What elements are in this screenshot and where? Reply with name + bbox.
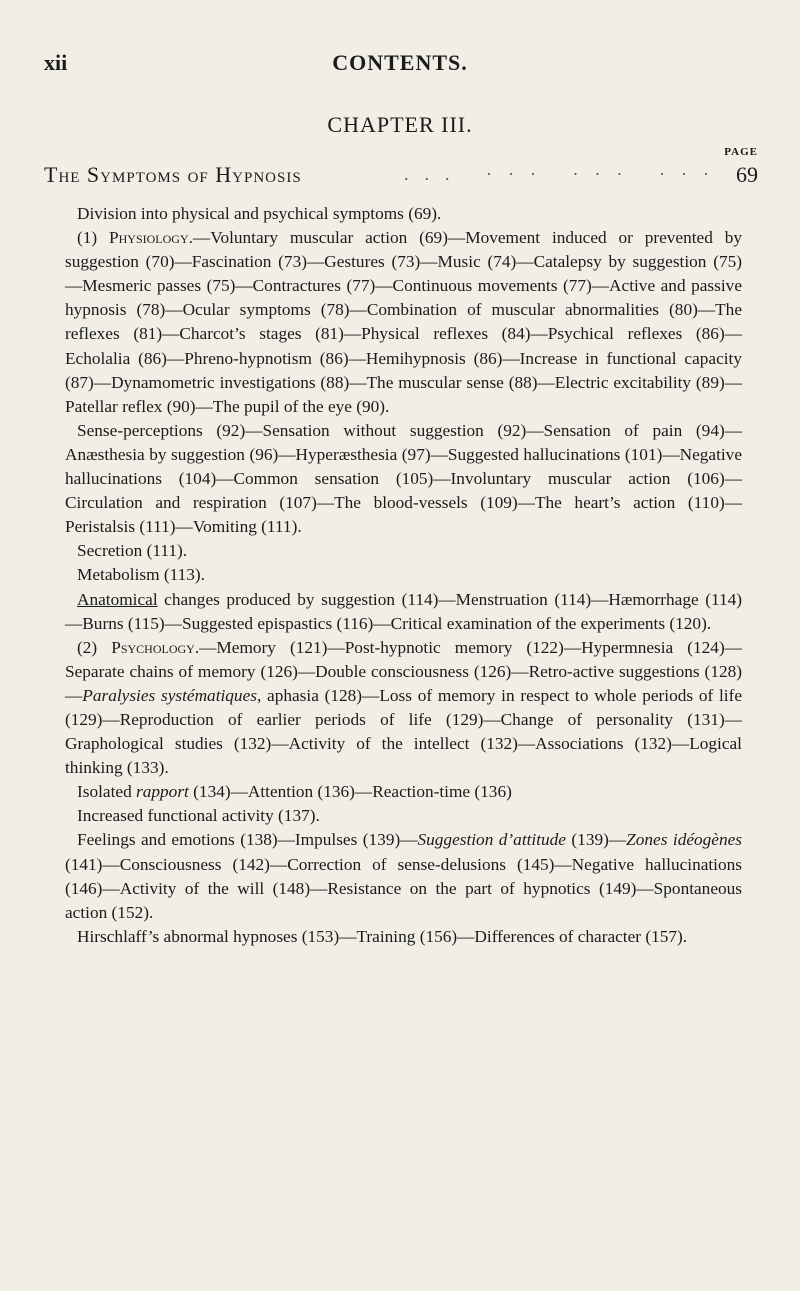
- leader-dots: ... ··· ··· ···: [404, 164, 725, 184]
- contents-paragraph: [65, 925, 742, 949]
- paragraph-text: Isolated: [77, 782, 137, 802]
- italic-text: Zones idéogènes: [626, 830, 742, 850]
- paragraph-text: Increased functional activity (137).: [77, 806, 320, 826]
- paragraph-text: Sense-perceptions (92)—Sensation without suggestion (92)—Sensation of pain (94)—Anæsthesia by suggestion (96)—Hyperæsthesia (97)—Suggested hallucinations (101)—Negative hallucinations (104)—Common sensation (105)—Involuntary muscular action (106)—Circulation and respiration (107)—The blood-vessels (109)—The heart’s action (110)—Peristalsis (111)—Vomiting (111).: [65, 420, 742, 537]
- paragraph-text: changes produced by suggestion (114)—Menstruation (114)—Hæmorrhage (114)—Burns (115)—Suggested epispastics (116)—Critical examination of the experiments (120).: [65, 589, 742, 633]
- contents-paragraph: [65, 804, 742, 828]
- paragraph-text: Secretion (111).: [77, 541, 188, 561]
- contents-paragraph: [65, 636, 742, 781]
- page-folio: xii: [44, 50, 68, 75]
- contents-body: [65, 202, 742, 949]
- contents-paragraph: [65, 226, 742, 419]
- paragraph-text: (134)—Attention (136)—Reaction-time (136): [188, 782, 512, 802]
- italic-text: Paralysies systématiques: [82, 685, 257, 705]
- paragraph-text: Metabolism (113).: [77, 565, 205, 585]
- contents-paragraph: [65, 563, 742, 587]
- paragraph-text: .—Voluntary muscular action (69)—Movement induced or prevented by suggestion (70)—Fascination (73)—Gestures (73)—Music (74)—Catalepsy by suggestion (75)—Mesmeric passes (75)—Contractures (77)—Continuous movements (77)—Active and passive hypnosis (78)—Ocular symptoms (78)—Combination of muscular abnormalities (80)—The reflexes (81)—Charcot’s stages (81)—Physical reflexes (84)—Psychical reflexes (86)—Echolalia (86)—Phreno-hypnotism (86)—Hemihypnosis (86)—Increase in functional capacity (87)—Dynamometric investigations (88)—The muscular sense (88)—Electric excitability (89)—Patellar reflex (90)—The pupil of the eye (90).: [65, 228, 742, 416]
- running-title: CONTENTS.: [332, 50, 468, 75]
- italic-text: rapport: [136, 782, 189, 802]
- paragraph-text: Feelings and emotions (138)—Impulses (139)—: [77, 830, 418, 850]
- italic-text: Suggestion d’attitude: [417, 830, 566, 850]
- section-title: The Symptoms of Hypnosis: [44, 162, 302, 187]
- paragraph-text: (139)—: [565, 830, 627, 850]
- contents-paragraph: [65, 539, 742, 563]
- underlined-text: Anatomical: [77, 589, 158, 609]
- section-page-number: 69: [736, 162, 758, 187]
- contents-paragraph: [65, 780, 742, 804]
- small-caps-heading: Physiology: [109, 228, 189, 248]
- contents-paragraph: [65, 202, 742, 226]
- paragraph-text: (1): [77, 228, 109, 248]
- section-entry: [44, 162, 758, 188]
- contents-paragraph: [65, 828, 742, 924]
- small-caps-heading: Psychology: [111, 637, 195, 657]
- paragraph-text: (2): [77, 637, 112, 657]
- contents-paragraph: [65, 588, 742, 636]
- paragraph-text: (141)—Consciousness (142)—Correction of sense-delusions (145)—Negative hallucinations (146)—Activity of the will (148)—Resistance on the part of hypnotics (149)—Spontaneous action (152).: [65, 854, 742, 922]
- chapter-heading: CHAPTER III.: [327, 112, 473, 137]
- paragraph-text: Division into physical and psychical symptoms (69).: [77, 204, 442, 223]
- contents-paragraph: [65, 419, 742, 539]
- paragraph-text: , aphasia (128)—Loss of memory in respect to whole periods of life (129)—Reproduction of earlier periods of life (129)—Change of personality (131)—Graphological studies (132)—Activity of the intellect (132)—Associations (132)—Logical thinking (133).: [65, 685, 742, 778]
- paragraph-text: .—Memory (121)—Post-hypnotic memory (122)—Hypermnesia (124)—Separate chains of memory (126)—Double consciousness (126)—Retro-active suggestions (128)—: [65, 637, 742, 705]
- page-column-label: PAGE: [724, 146, 758, 158]
- paragraph-text: Hirschlaff’s abnormal hypnoses (153)—Training (156)—Differences of character (157).: [77, 926, 688, 946]
